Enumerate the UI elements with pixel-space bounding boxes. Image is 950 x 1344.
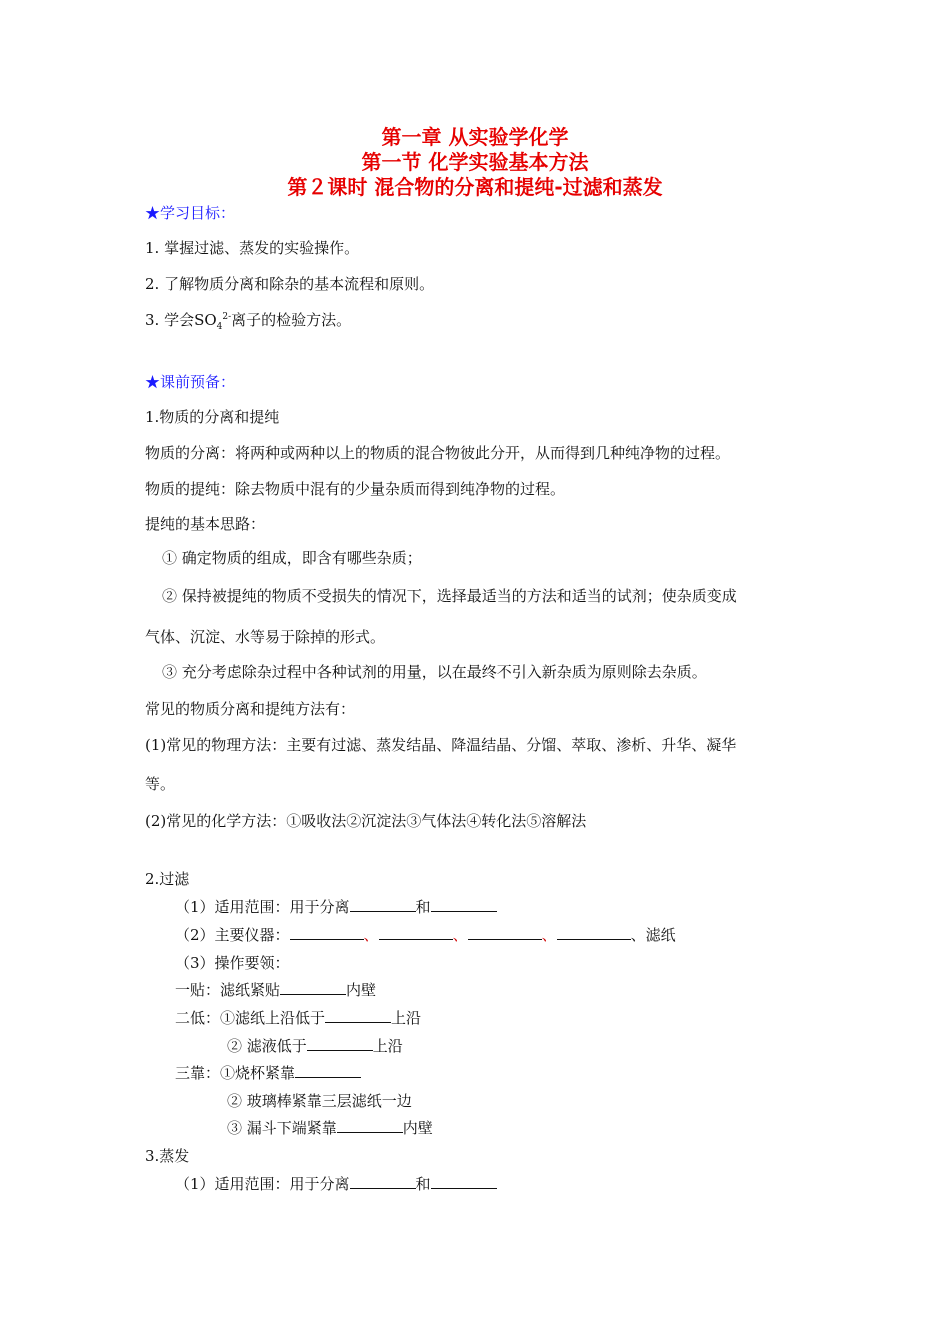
two-low-2: ② 滤液低于 上沿 [227, 1037, 403, 1055]
answer-blank[interactable] [325, 1008, 391, 1023]
answer-blank[interactable] [290, 925, 364, 940]
two-low-1: 二低：①滤纸上沿低于 上沿 [175, 1009, 422, 1027]
objective-item: 2. 了解物质分离和除杂的基本流程和原则。 [145, 275, 435, 293]
chapter-title: 第一章 从实验学化学 [381, 125, 569, 149]
answer-blank[interactable] [337, 1118, 403, 1133]
physical-methods-continued: 等。 [145, 775, 176, 793]
filtration-instruments: （2）主要仪器： 、 、 、 、滤纸 [175, 926, 676, 944]
answer-blank[interactable] [431, 897, 497, 912]
answer-blank[interactable] [350, 1174, 416, 1189]
answer-blank[interactable] [379, 925, 453, 940]
idea-step-2: ② 保持被提纯的物质不受损失的情况下，选择最适当的方法和适当的试剂；使杂质变成 [162, 587, 737, 605]
preview-heading: ★课前预备： [145, 373, 236, 391]
physical-methods: (1)常见的物理方法：主要有过滤、蒸发结晶、降温结晶、分馏、萃取、渗析、升华、凝华 [145, 736, 737, 754]
evaporation-title: 3.蒸发 [145, 1147, 190, 1165]
objective-item: 1. 掌握过滤、蒸发的实验操作。 [145, 239, 360, 257]
answer-blank[interactable] [280, 980, 346, 995]
purification-definition: 物质的提纯：除去物质中混有的少量杂质而得到纯净物的过程。 [145, 480, 566, 498]
answer-blank[interactable] [557, 925, 631, 940]
three-lean-1: 三靠：①烧杯紧靠 [175, 1063, 361, 1083]
methods-title: 常见的物质分离和提纯方法有： [145, 700, 356, 718]
answer-blank[interactable] [468, 925, 542, 940]
chemical-methods: (2)常见的化学方法：①吸收法②沉淀法③气体法④转化法⑤溶解法 [145, 812, 587, 830]
answer-blank[interactable] [307, 1036, 373, 1051]
answer-blank[interactable] [350, 897, 416, 912]
idea-step-1: ① 确定物质的组成，即含有哪些杂质； [162, 549, 422, 567]
section-1-title: 1.物质的分离和提纯 [145, 408, 280, 426]
objective-item: 3. 学会$SO_4^{2-}$离子的检验方法。 [145, 311, 352, 332]
filtration-scope: （1）适用范围：用于分离 和 [175, 897, 497, 917]
filtration-title: 2.过滤 [145, 870, 190, 888]
separation-definition: 物质的分离：将两种或两种以上的物质的混合物彼此分开，从而得到几种纯净物的过程。 [145, 444, 731, 462]
operation-title: （3）操作要领： [175, 954, 290, 972]
idea-step-2-continued: 气体、沉淀、水等易于除掉的形式。 [145, 628, 386, 646]
evaporation-scope: （1）适用范围：用于分离 和 [175, 1174, 497, 1194]
lesson-title: 第２课时 混合物的分离和提纯-过滤和蒸发 [287, 175, 663, 199]
answer-blank[interactable] [295, 1063, 361, 1078]
objectives-heading: ★学习目标： [145, 204, 236, 222]
idea-step-3: ③ 充分考虑除杂过程中各种试剂的用量，以在最终不引入新杂质为原则除去杂质。 [162, 663, 707, 681]
three-lean-2: ② 玻璃棒紧靠三层滤纸一边 [227, 1092, 412, 1110]
three-lean-3: ③ 漏斗下端紧靠 内壁 [227, 1119, 433, 1137]
one-stick: 一贴：滤纸紧贴 内壁 [175, 981, 377, 999]
section-title: 第一节 化学实验基本方法 [361, 150, 589, 174]
answer-blank[interactable] [431, 1174, 497, 1189]
purification-idea-title: 提纯的基本思路： [145, 515, 266, 533]
